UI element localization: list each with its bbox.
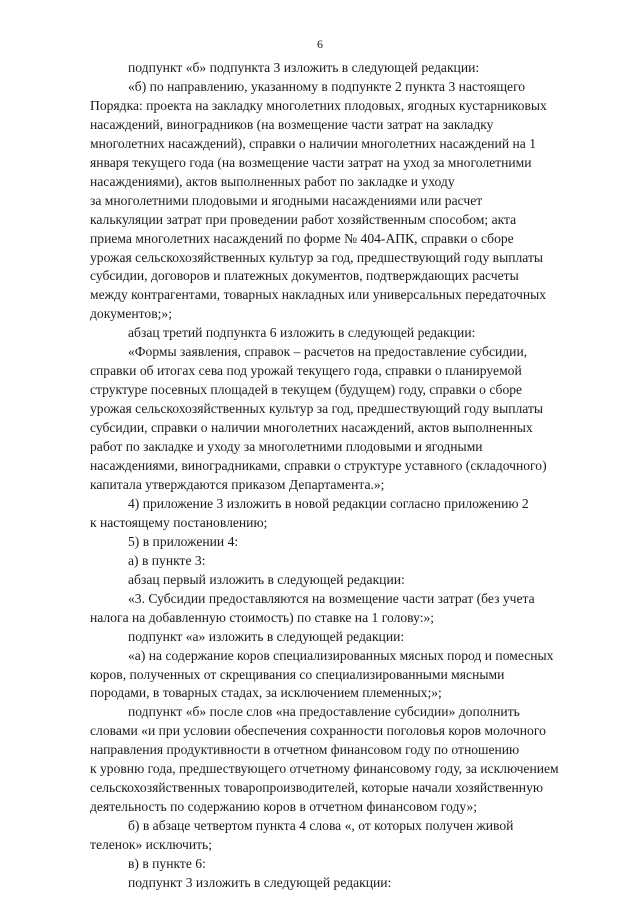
paragraph: «б) по направлению, указанному в подпункте 2 пункта 3 настоящего Порядка: проекта на закладку многолетних плодовых, ягодных кустарниковых насаждений, виноградников (на возмещение части затрат на закладку многолетних насаждений), справки о наличии многолетних насаждений на 1 января текущего года (на возмещение части затрат на уход за многолетними насаждениями), актов выполненных работ по закладке и уходу за многолетними плодовыми и ягодными насаждениями или расчет калькуляции затрат при проведении работ хозяйственным способом; акта приема многолетних насаждений по форме № 404-АПК, справки о сборе урожая сельскохозяйственных культур за год, предшествующий году выплаты субсидии, договоров и платежных документов, подтверждающих расчеты между контрагентами, товарных накладных или универсальных передаточных документов;»; [90, 78, 547, 322]
paragraph: подпункт «а» изложить в следующей редакции: [128, 628, 405, 644]
paragraph: 5) в приложении 4: [128, 533, 239, 549]
paragraph: «3. Субсидии предоставляются на возмещение части затрат (без учета налога на добавленную стоимость) по ставке на 1 голову:»; [90, 590, 535, 625]
paragraph: подпункт 3 изложить в следующей редакции: [128, 874, 392, 890]
paragraph: 4) приложение 3 изложить в новой редакции согласно приложению 2 к настоящему постановлению; [90, 495, 529, 530]
paragraph: «Формы заявления, справок – расчетов на предоставление субсидии, справки об итогах сева под урожай текущего года, справки о планируемой структуре посевных площадей в текущем (будущем) году, справки о сборе урожая сельскохозяйственных культур за год, предшествующий году выплаты субсидии, справки о наличии многолетних насаждений, актов выполненных работ по закладке и уходу за многолетними плодовыми и ягодными насаждениями, виноградниками, справки о структуре уставного (складочного) капитала утверждаются приказом Департамента.»; [90, 344, 547, 492]
paragraph: а) в пункте 3: [128, 552, 206, 568]
page-number: 6 [317, 37, 323, 51]
paragraph: подпункт «б» подпункта 3 изложить в следующей редакции: [128, 60, 480, 75]
paragraph: подпункт «б» после слов «на предоставление субсидии» дополнить словами «и при условии обеспечения сохранности поголовья коров молочного направления продуктивности в отчетном финансовом году по отношению к уровню года, предшествующего отчетному финансовому году, за исключением сельскохозяйственных товаропроизводителей, которые начали хозяйственную деятельность по содержанию коров в отчетном финансовом году»; [90, 704, 559, 815]
paragraph: в) в пункте 6: [128, 856, 206, 872]
paragraph: б) в абзаце четвертом пункта 4 слова «, от которых получен живой теленок» исключить; [90, 818, 514, 853]
paragraph: абзац третий подпункта 6 изложить в следующей редакции: [128, 325, 476, 341]
paragraph: «а) на содержание коров специализированных мясных пород и помесных коров, полученных от скрещивания со специализированными мясными породами, в товарных стадах, за исключением племенных;»; [90, 647, 554, 701]
document-body [90, 59, 566, 893]
paragraph: абзац первый изложить в следующей редакции: [128, 571, 405, 587]
